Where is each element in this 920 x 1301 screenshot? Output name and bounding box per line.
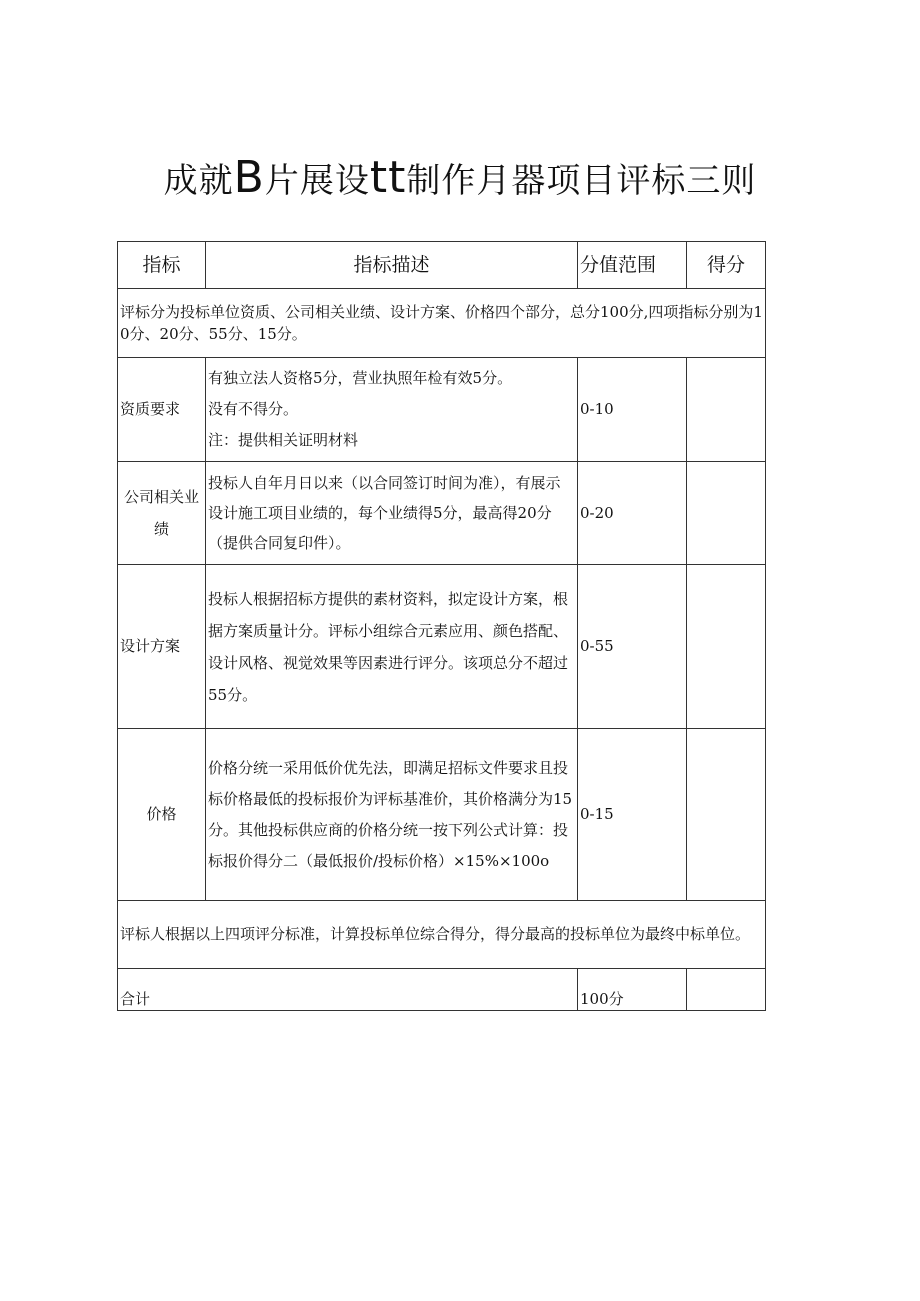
document-title (0, 152, 920, 203)
range-cell: 0-10 (578, 358, 687, 462)
description-line: 价格分统一采用低价优先法，即满足招标文件要求且投标价格最低的投标报价为评标基准价，其价格满分为15分。其他投标供应商的价格分统一按下列公式计算：投标报价得分二（最低报价/投标价格）×15%×100o (208, 758, 573, 870)
intro-row (118, 289, 766, 358)
table-row (118, 462, 766, 565)
indicator-cell: 价格 (118, 729, 206, 901)
title-part-5: 制作月器项目评标三则 (406, 161, 757, 201)
header-row (118, 242, 766, 289)
description-line: 注：提供相关证明材料 (208, 431, 359, 449)
range-cell: 0-20 (578, 462, 687, 565)
score-cell (687, 565, 766, 729)
score-cell (687, 729, 766, 901)
closing-text: 评标人根据以上四项评分标准，计算投标单位综合得分，得分最高的投标单位为最终中标单位。 (118, 901, 766, 969)
title-part-4: tt (369, 152, 407, 203)
score-cell (687, 358, 766, 462)
description-cell (206, 729, 578, 901)
total-label: 合计 (118, 969, 578, 1011)
header-description: 指标描述 (206, 242, 578, 289)
title-part-1: 成就 (163, 161, 234, 201)
total-range: 100分 (578, 969, 687, 1011)
description-cell (206, 462, 578, 565)
description-line: 投标人根据招标方提供的素材资料，拟定设计方案，根据方案质量计分。评标小组综合元素应用、颜色搭配、设计风格、视觉效果等因素进行评分。该项总分不超过55分。 (208, 589, 569, 704)
score-cell (687, 462, 766, 565)
description-line: 投标人自年月日以来（以合同签订时间为准），有展示设计施工项目业绩的，每个业绩得5分，最高得20分（提供合同复印件）。 (208, 474, 561, 552)
description-cell (206, 565, 578, 729)
header-range: 分值范围 (578, 242, 687, 289)
title-part-2: B (233, 152, 265, 203)
intro-text: 评标分为投标单位资质、公司相关业绩、设计方案、价格四个部分，总分100分,四项指标分别为10分、20分、55分、15分。 (118, 289, 766, 358)
total-row (118, 969, 766, 1011)
indicator-cell: 设计方案 (118, 565, 206, 729)
total-score (687, 969, 766, 1011)
header-score: 得分 (687, 242, 766, 289)
indicator-cell: 资质要求 (118, 358, 206, 462)
indicator-cell: 公司相关业绩 (118, 462, 206, 565)
table-row (118, 729, 766, 901)
scoring-table (117, 241, 766, 1011)
table-row (118, 358, 766, 462)
table-row (118, 565, 766, 729)
description-line: 没有不得分。 (208, 400, 299, 418)
range-cell: 0-55 (578, 565, 687, 729)
description-line: 有独立法人资格5分，营业执照年检有效5分。 (208, 369, 513, 387)
range-cell: 0-15 (578, 729, 687, 901)
closing-row (118, 901, 766, 969)
description-cell (206, 358, 578, 462)
header-indicator: 指标 (118, 242, 206, 289)
title-part-3: 片展设 (264, 161, 370, 201)
